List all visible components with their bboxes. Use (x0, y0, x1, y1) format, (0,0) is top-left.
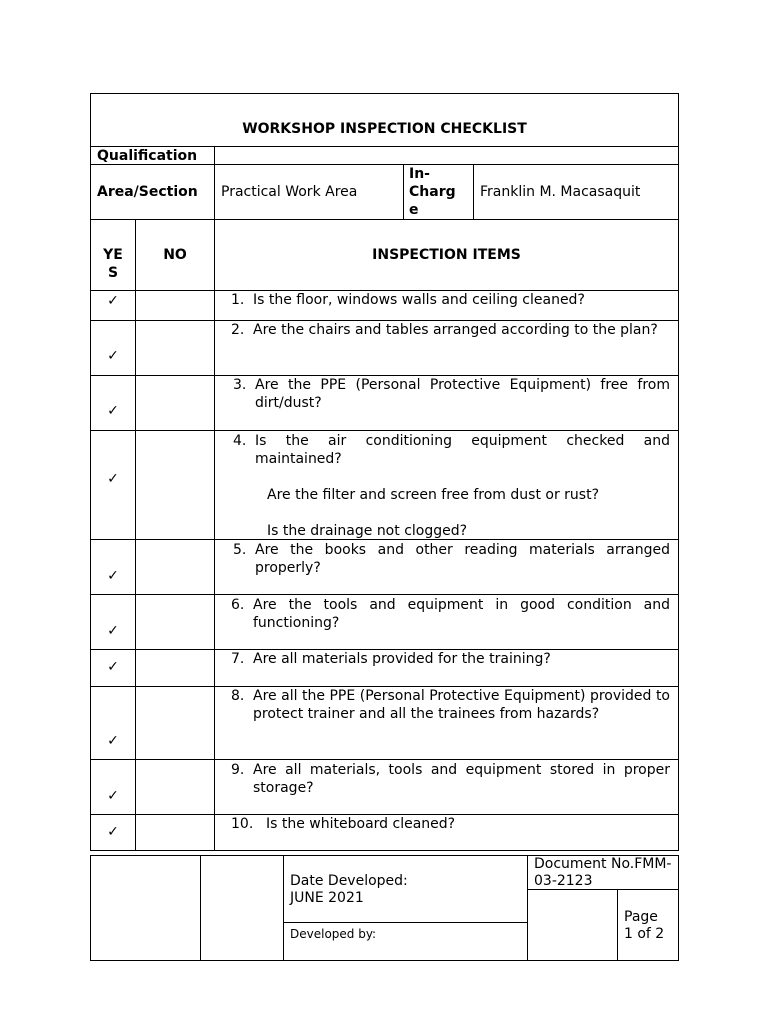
item-text: Are the tools and equipment in good condition and functioning? (253, 597, 670, 631)
page-number-line: Page (624, 909, 658, 925)
page-number-line: 1 of 2 (624, 926, 665, 942)
qualification-label: Qualification (97, 148, 198, 164)
item-number: 8. (231, 688, 245, 704)
item-text: Are the chairs and tables arranged according to the plan? (253, 322, 658, 338)
item-number: 6. (231, 597, 245, 613)
item-text: Are all materials, tools and equipment stored in proper storage? (253, 762, 670, 796)
incharge-label-line: Charg (409, 184, 456, 200)
item-text: Are the books and other reading materials arranged properly? (255, 542, 670, 576)
incharge-label-line: In- (409, 166, 430, 182)
area-value: Practical Work Area (221, 184, 358, 200)
item-number: 3. (233, 377, 247, 393)
item-text: Is the air conditioning equipment checked and maintained? (255, 433, 670, 467)
column-header-items: INSPECTION ITEMS (372, 247, 521, 263)
incharge-label-line: e (409, 202, 419, 218)
item-text: Are all the PPE (Personal Protective Equipment) provided to protect trainer and all the trainees from hazards? (253, 688, 670, 722)
item-number: 5. (233, 542, 247, 558)
item-number: 4. (233, 433, 247, 449)
document-number-line: Document No.FMM- (534, 856, 672, 872)
item-text: Are all materials provided for the training? (253, 651, 551, 667)
column-header-yes-line: S (107, 265, 119, 281)
yes-check-icon: ✓ (107, 623, 119, 639)
date-developed-value: JUNE 2021 (290, 890, 364, 906)
yes-check-icon: ✓ (107, 788, 119, 804)
item-number: 7. (231, 651, 245, 667)
yes-check-icon: ✓ (107, 348, 119, 364)
yes-check-icon: ✓ (107, 471, 119, 487)
column-header-no: NO (163, 247, 187, 263)
yes-check-icon: ✓ (107, 293, 119, 309)
item-number: 2. (231, 322, 245, 338)
area-label: Area/Section (97, 184, 198, 200)
document-number-line: 03-2123 (534, 873, 593, 889)
date-developed-label: Date Developed: (290, 873, 408, 889)
item-text: Is the floor, windows walls and ceiling cleaned? (253, 292, 585, 308)
item-number: 10. (231, 816, 254, 832)
item-number: 9. (231, 762, 245, 778)
yes-check-icon: ✓ (107, 659, 119, 675)
yes-check-icon: ✓ (107, 824, 119, 840)
column-header-yes-line: YE (103, 247, 123, 263)
item-text: Is the whiteboard cleaned? (266, 816, 456, 832)
yes-check-icon: ✓ (107, 733, 119, 749)
page-title: WORKSHOP INSPECTION CHECKLIST (242, 121, 527, 137)
item-subtext: Is the drainage not clogged? (267, 523, 468, 539)
item-text: Are the PPE (Personal Protective Equipment) free from dirt/dust? (255, 377, 670, 411)
yes-check-icon: ✓ (107, 403, 119, 419)
item-number: 1. (231, 292, 245, 308)
incharge-value: Franklin M. Macasaquit (480, 184, 641, 200)
yes-check-icon: ✓ (107, 568, 119, 584)
item-subtext: Are the filter and screen free from dust or rust? (267, 487, 600, 503)
developed-by-label: Developed by: (290, 927, 377, 941)
